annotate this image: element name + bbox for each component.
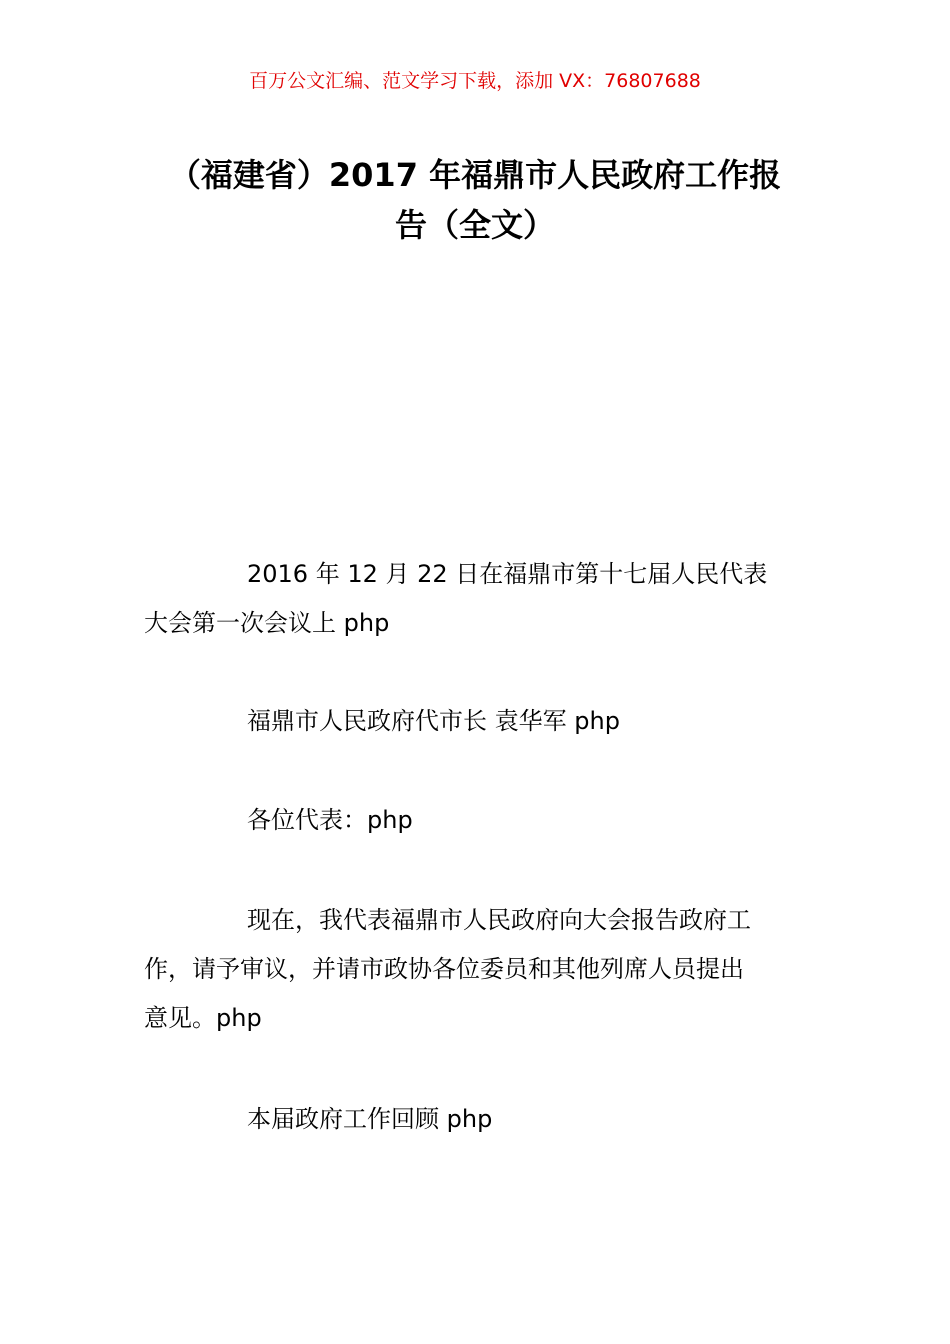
paragraph-line: 本届政府工作回顾 php <box>247 1105 493 1133</box>
paragraph-line: 作，请予审议，并请市政协各位委员和其他列席人员提出 <box>144 955 744 983</box>
paragraph-line: 2016 年 12 月 22 日在福鼎市第十七届人民代表 <box>247 560 768 588</box>
section-heading <box>144 1095 808 1144</box>
paragraph-speaker <box>144 697 808 746</box>
document-title <box>140 150 810 250</box>
paragraph-line: 大会第一次会议上 php <box>144 609 390 637</box>
header-note: 百万公文汇编、范文学习下载，添加 VX：76807688 <box>249 70 701 92</box>
title-line-1: （福建省）2017 年福鼎市人民政府工作报 <box>168 156 782 194</box>
paragraph-salutation <box>144 796 808 845</box>
paragraph-meeting-info <box>144 550 808 648</box>
paragraph-intro <box>144 896 808 1043</box>
title-line-2: 告（全文） <box>394 206 555 244</box>
paragraph-line: 意见。php <box>144 1004 262 1032</box>
paragraph-line: 各位代表：php <box>247 806 413 834</box>
paragraph-line: 福鼎市人民政府代市长 袁华军 php <box>247 707 620 735</box>
paragraph-line: 现在，我代表福鼎市人民政府向大会报告政府工 <box>247 906 751 934</box>
